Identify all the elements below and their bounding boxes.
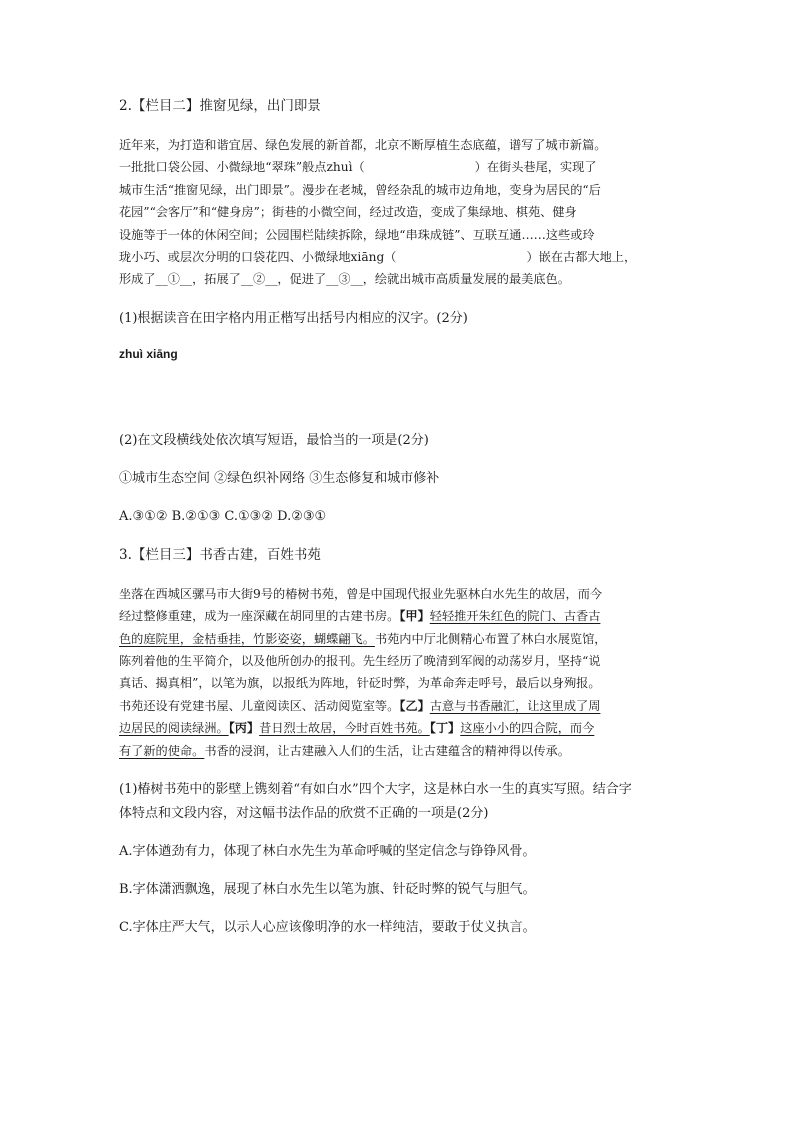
passage-line: 近年来，为打造和谐宜居、绿色发展的新首都，北京不断厚植生态底蕴，谱写了城市新篇。 <box>119 138 607 152</box>
marker-yi: 【乙】 <box>399 698 430 713</box>
underlined-sentence: 古意与书香融汇，让这里成了周 <box>429 698 601 713</box>
passage-line: 陈列着他的生平简介，以及他所创办的报刊。先生经历了晚清到军阀的动荡岁月，坚持“说 <box>119 654 601 669</box>
underlined-sentence: 昔日烈士故居，今时百姓书苑。 <box>259 721 430 736</box>
passage-line: 一批批口袋公园、小微绿地“翠珠”般点zhuì（ ）在街头巷尾，实现了 <box>119 160 597 175</box>
section-3-passage <box>119 583 679 762</box>
passage-line: 形成了__①__，拓展了__②__，促进了__③__，绘就出城市高质量发展的最美底色。 <box>119 272 570 287</box>
marker-ding: 【丁】 <box>429 721 461 736</box>
pinyin-prompt: zhuì xiāng <box>119 346 178 361</box>
question-3-1 <box>119 780 679 824</box>
passage-line <box>119 717 679 739</box>
underlined-sentence: 边居民的阅读绿洲。 <box>119 721 229 736</box>
passage-line: 城市生活“推窗见绿，出门即景”。漫步在老城，曾经杂乱的城市边角地，变身为居民的“后 <box>119 182 601 197</box>
answer-options: A.③①② B.②①③ C.①③② D.②③① <box>119 508 327 524</box>
passage-line: 书苑还设有党建书屋、儿童阅读区、活动阅览室等。【乙】古意与书香融汇，让这里成了周 <box>119 698 601 713</box>
question-line: 体特点和文段内容，对这幅书法作品的欣赏不正确的一项是(2分) <box>119 806 489 822</box>
passage-line: 设施等于一体的休闲空间；公园围栏陆续拆除，绿地“串珠成链”、互联互通……这些或玲 <box>119 227 595 242</box>
underlined-sentence: 轻轻推开朱红色的院门、古香古 <box>429 609 601 624</box>
passage-line: 色的庭院里，金桔垂挂，竹影姿姿，蝴蝶翩飞。书苑内中厅北侧精心布置了林白水展览馆， <box>119 631 607 646</box>
underlined-sentence: 色的庭院里，金桔垂挂，竹影姿姿，蝴蝶翩飞。 <box>119 631 375 646</box>
phrase-list: ①城市生态空间 ②绿色织补网络 ③生态修复和城市修补 <box>119 470 440 486</box>
underlined-sentence: 这座小小的四合院，而今 <box>460 721 595 736</box>
section-2-passage <box>119 134 679 291</box>
option-b: B.字体潇洒飘逸，展现了林白水先生以笔为旗、针砭时弊的锐气与胆气。 <box>119 882 536 898</box>
question-2-2: (2)在文段横线处依次填写短语，最恰当的一项是(2分) <box>119 432 429 448</box>
passage-line: 坐落在西城区骡马市大街9号的椿树书苑，曾是中国现代报业先驱林白水先生的故居，而今 <box>119 586 603 601</box>
passage-line: 花园”“会客厅”和“健身房”；街巷的小微空间，经过改造，变成了集绿地、棋苑、健身 <box>119 205 577 220</box>
question-line: (1)椿树书苑中的影壁上镌刻着“有如白水”四个大字，这是林白水一生的真实写照。结合字 <box>119 782 632 798</box>
option-c: C.字体庄严大气，以示人心应该像明净的水一样纯洁，要敢于仗义执言。 <box>119 920 536 936</box>
section-2-heading: 2.【栏目二】推窗见绿，出门即景 <box>119 98 321 114</box>
section-3-heading: 3.【栏目三】书香古建，百姓书苑 <box>119 546 321 563</box>
passage-line: 有了新的使命。书香的浸润，让古建融入人们的生活，让古建蕴含的精神得以传承。 <box>119 743 570 758</box>
underlined-sentence: 有了新的使命。 <box>119 743 205 758</box>
document-page <box>119 96 679 938</box>
passage-line: 珑小巧、或层次分明的口袋花四、小微绿地xiāng（ ）嵌在古都大地上， <box>119 250 637 265</box>
passage-line: 经过整修重建，成为一座深藏在胡同里的古建书房。【甲】轻轻推开朱红色的院门、古香古 <box>119 609 601 624</box>
question-2-1: (1)根据读音在田字格内用正楷写出括号内相应的汉字。(2分) <box>119 310 468 326</box>
option-a: A.字体遒劲有力，体现了林白水先生为革命呼喊的坚定信念与铮铮风骨。 <box>119 844 536 860</box>
marker-bing: 【丙】 <box>228 721 260 736</box>
marker-jia: 【甲】 <box>399 609 430 624</box>
passage-line: 真话、揭真相”，以笔为旗，以报纸为阵地，针砭时弊，为革命奔走呼号，最后以身殉报。 <box>119 676 601 691</box>
